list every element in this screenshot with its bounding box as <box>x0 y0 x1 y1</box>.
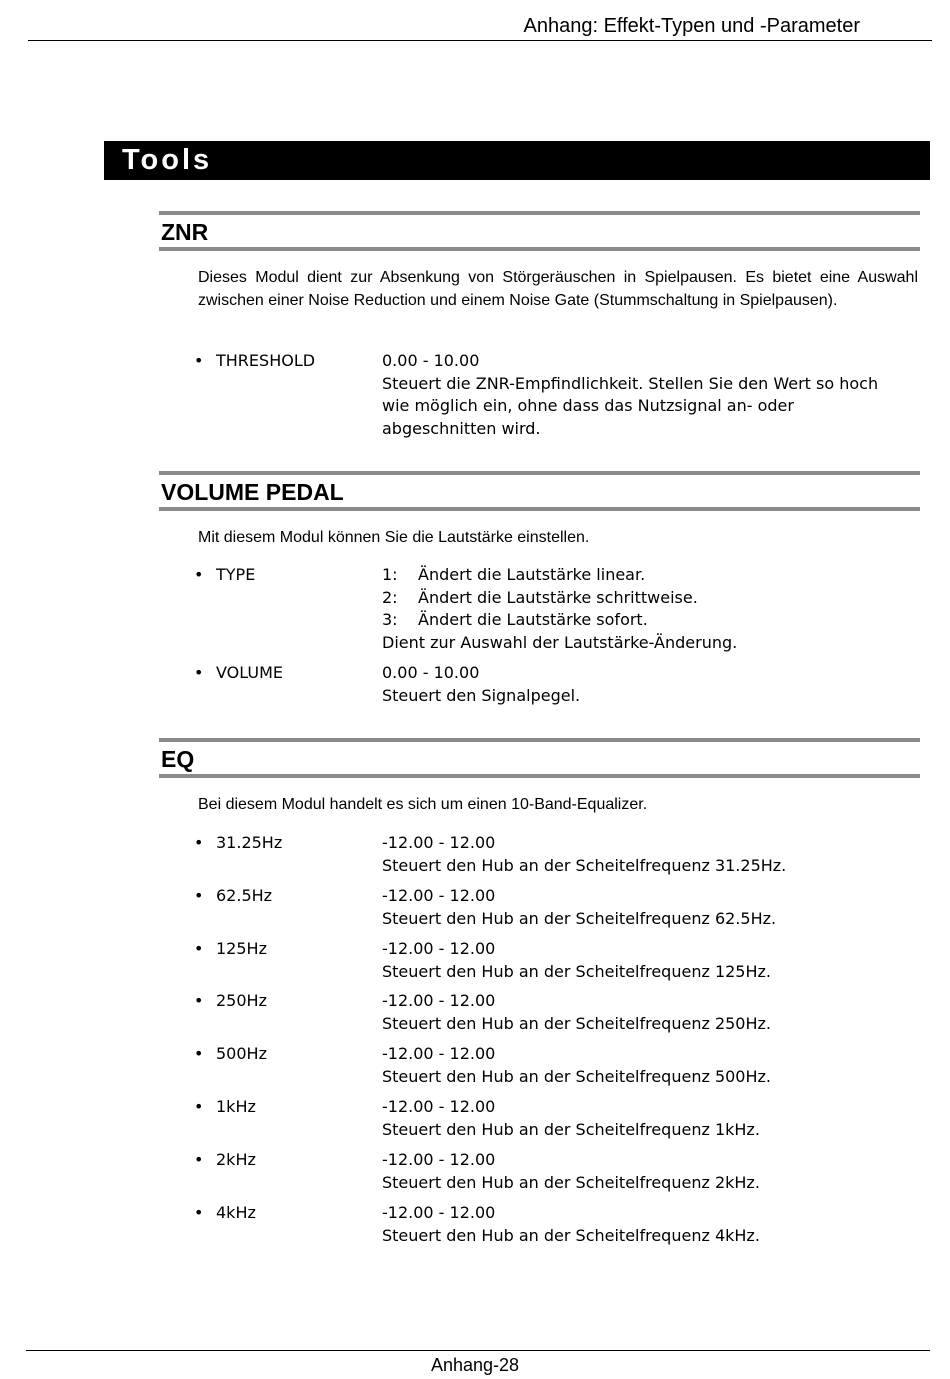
option-text: Ändert die Lautstärke sofort. <box>418 610 648 630</box>
running-header: Anhang: Effekt-Typen und -Parameter <box>523 15 860 37</box>
header-rule <box>28 40 932 41</box>
section-heading-znr <box>159 211 920 251</box>
param-option <box>382 609 927 632</box>
param-range: -12.00 - 12.00 <box>382 991 496 1010</box>
param-name: 1kHz <box>216 1097 256 1116</box>
section-heading-volume-pedal <box>159 471 920 511</box>
bullet: • <box>194 1150 204 1169</box>
param-body <box>382 1096 927 1141</box>
param-body <box>382 1043 927 1088</box>
param-desc-line: Steuert den Hub an der Scheitelfrequenz 62.5Hz. <box>382 908 777 928</box>
param-body <box>382 938 927 983</box>
footer-rule <box>26 1350 930 1351</box>
param-range: -12.00 - 12.00 <box>382 1044 496 1063</box>
param-range: 0.00 - 10.00 <box>382 663 480 682</box>
param-desc-line: abgeschnitten wird. <box>382 419 541 439</box>
section-title: EQ <box>161 746 195 772</box>
param-range: -12.00 - 12.00 <box>382 1097 496 1116</box>
param-body <box>382 564 927 655</box>
bullet: • <box>194 939 204 958</box>
param-desc-line: Steuert den Hub an der Scheitelfrequenz 2kHz. <box>382 1172 760 1192</box>
param-desc-line: Steuert den Hub an der Scheitelfrequenz 1kHz. <box>382 1119 760 1139</box>
param-name: 250Hz <box>216 991 267 1010</box>
znr-intro: Dieses Modul dient zur Absenkung von Störgeräuschen in Spielpausen. Es bietet eine Auswahl zwischen einer Noise Reduction und einem Noise Gate (Stummschaltung in Spielpausen). <box>198 269 918 309</box>
param-range: -12.00 - 12.00 <box>382 1150 496 1169</box>
option-text: Ändert die Lautstärke linear. <box>418 565 646 584</box>
param-range: -12.00 - 12.00 <box>382 833 496 852</box>
bullet: • <box>194 663 204 682</box>
param-name: 125Hz <box>216 939 267 958</box>
section-title: ZNR <box>161 219 209 245</box>
param-desc-line: wie möglich ein, ohne dass das Nutzsignal an- oder <box>382 396 794 416</box>
bullet: • <box>194 886 204 905</box>
page-number: Anhang-28 <box>430 1355 520 1375</box>
volume-pedal-intro: Mit diesem Modul können Sie die Lautstärke einstellen. <box>198 529 590 546</box>
bullet: • <box>194 565 204 584</box>
section-title: VOLUME PEDAL <box>161 479 344 505</box>
param-body <box>382 832 927 877</box>
bullet: • <box>194 991 204 1010</box>
bullet: • <box>194 833 204 852</box>
param-body <box>382 1149 927 1194</box>
param-desc-line: Steuert den Hub an der Scheitelfrequenz 31.25Hz. <box>382 855 787 875</box>
param-option <box>382 587 927 610</box>
param-desc-line: Steuert den Hub an der Scheitelfrequenz 250Hz. <box>382 1013 771 1033</box>
param-desc-line: Steuert den Hub an der Scheitelfrequenz 4kHz. <box>382 1225 760 1245</box>
section-heading-eq <box>159 738 920 778</box>
param-desc-line: Steuert den Hub an der Scheitelfrequenz 500Hz. <box>382 1066 771 1086</box>
param-desc-line: Steuert den Signalpegel. <box>382 685 581 705</box>
bullet: • <box>194 351 204 370</box>
param-name: 31.25Hz <box>216 833 283 852</box>
param-body <box>382 885 927 930</box>
param-body <box>382 662 927 707</box>
param-range: -12.00 - 12.00 <box>382 939 496 958</box>
param-name: 2kHz <box>216 1150 256 1169</box>
param-name: TYPE <box>216 565 256 584</box>
option-number: 2: <box>382 587 398 607</box>
bullet: • <box>194 1097 204 1116</box>
eq-intro: Bei diesem Modul handelt es sich um einen 10-Band-Equalizer. <box>198 796 648 813</box>
option-text: Ändert die Lautstärke schrittweise. <box>418 587 698 607</box>
option-number: 1: <box>382 565 398 584</box>
param-name: 62.5Hz <box>216 886 273 905</box>
param-body <box>382 990 927 1035</box>
param-range: -12.00 - 12.00 <box>382 886 496 905</box>
param-name: THRESHOLD <box>216 351 316 370</box>
param-name: 4kHz <box>216 1203 256 1222</box>
param-name: VOLUME <box>216 663 283 682</box>
bullet: • <box>194 1203 204 1222</box>
param-range: 0.00 - 10.00 <box>382 351 480 370</box>
bullet: • <box>194 1044 204 1063</box>
param-range: -12.00 - 12.00 <box>382 1203 496 1222</box>
param-desc-line: Steuert die ZNR-Empfindlichkeit. Stellen Sie den Wert so hoch <box>382 373 879 393</box>
param-body <box>382 350 927 441</box>
param-body <box>382 1202 927 1247</box>
chapter-title-bar: Tools <box>104 141 930 180</box>
param-desc-line: Steuert den Hub an der Scheitelfrequenz 125Hz. <box>382 961 771 981</box>
param-option <box>382 564 927 587</box>
param-name: 500Hz <box>216 1044 267 1063</box>
param-desc-line: Dient zur Auswahl der Lautstärke-Änderung. <box>382 633 738 653</box>
option-number: 3: <box>382 610 398 630</box>
